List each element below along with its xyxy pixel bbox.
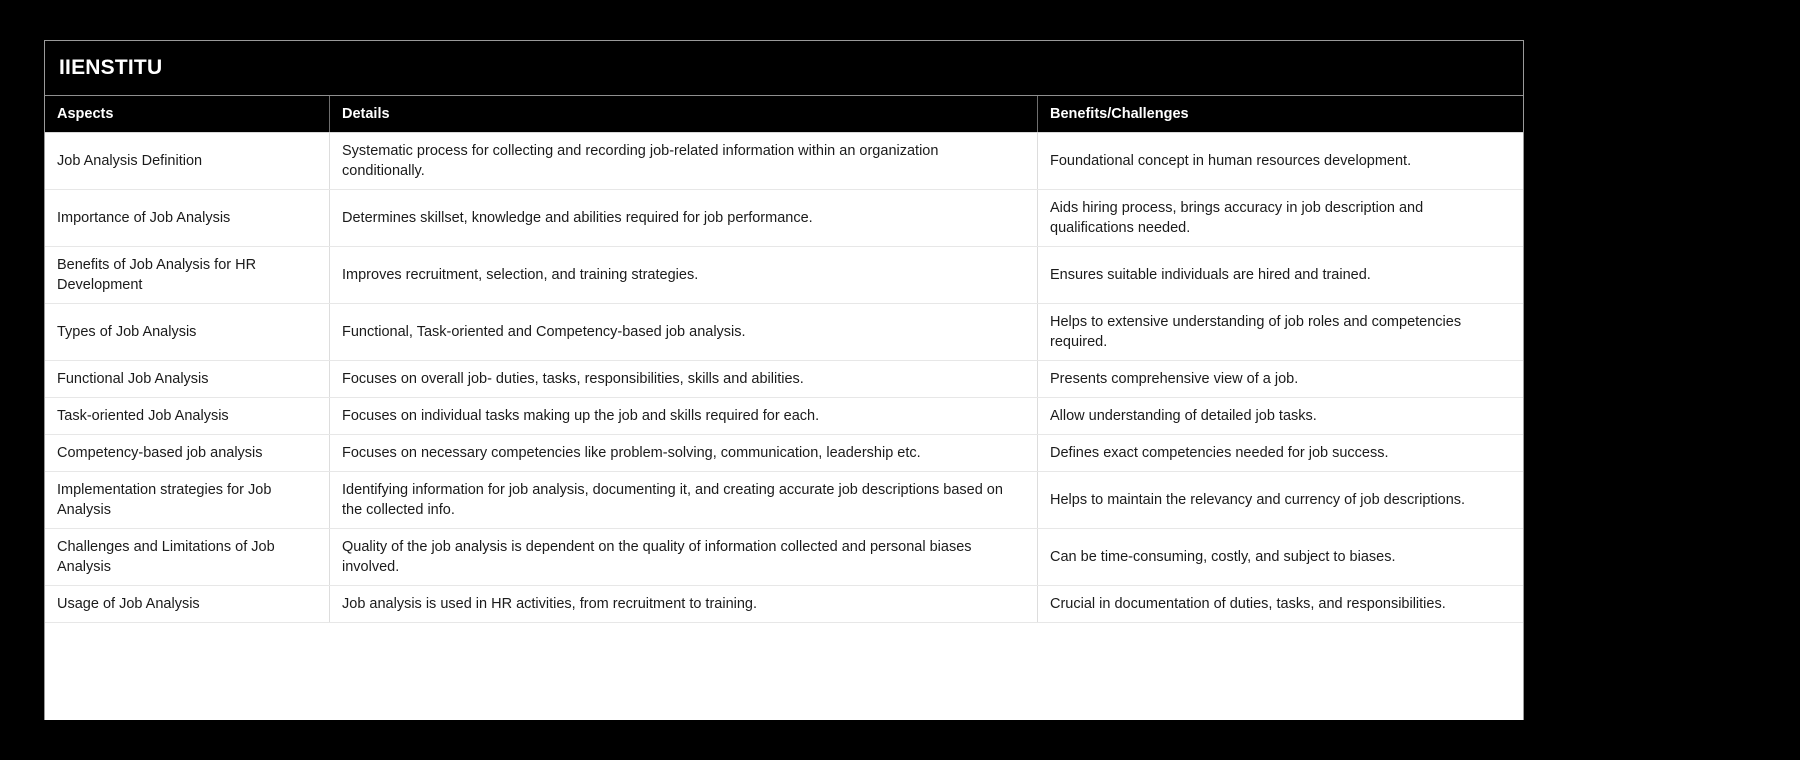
cell-details-text: Focuses on necessary competencies like problem-solving, communication, leadership etc.: [342, 445, 921, 461]
cell-benefits-text: Ensures suitable individuals are hired and trained.: [1050, 267, 1371, 283]
cell-benefits-text: Presents comprehensive view of a job.: [1050, 371, 1299, 387]
cell-aspect-text: Benefits of Job Analysis for HR Development: [57, 257, 257, 293]
cell-details: [329, 529, 1037, 585]
cell-details-text: Quality of the job analysis is dependent on the quality of information collected and personal biases involved.: [342, 539, 972, 575]
cell-aspect-text: Importance of Job Analysis: [57, 210, 231, 226]
cell-details: [329, 398, 1037, 434]
cell-aspect: [45, 190, 329, 246]
column-header-details[interactable]: [329, 96, 1037, 132]
cell-benefits-text: Defines exact competencies needed for job success.: [1050, 445, 1389, 461]
cell-details: [329, 133, 1037, 189]
column-header-aspects-label: Aspects: [57, 106, 114, 122]
cell-aspect-text: Usage of Job Analysis: [57, 596, 200, 612]
table-row: [45, 529, 1523, 586]
cell-details-text: Functional, Task-oriented and Competency-based job analysis.: [342, 324, 746, 340]
brand-header-bar: [45, 41, 1523, 96]
cell-benefits: [1037, 361, 1523, 397]
cell-benefits: [1037, 133, 1523, 189]
cell-benefits: [1037, 190, 1523, 246]
table-row: [45, 133, 1523, 190]
cell-aspect: [45, 398, 329, 434]
table-row: [45, 190, 1523, 247]
column-header-benefits-challenges[interactable]: [1037, 96, 1523, 132]
cell-details-text: Identifying information for job analysis, documenting it, and creating accurate job descriptions based on the collected info.: [342, 482, 1003, 518]
cell-details-text: Improves recruitment, selection, and training strategies.: [342, 267, 699, 283]
cell-aspect-text: Functional Job Analysis: [57, 371, 209, 387]
cell-aspect: [45, 435, 329, 471]
cell-aspect: [45, 247, 329, 303]
cell-benefits: [1037, 435, 1523, 471]
cell-details: [329, 190, 1037, 246]
cell-benefits-text: Crucial in documentation of duties, tasks, and responsibilities.: [1050, 596, 1446, 612]
cell-aspect: [45, 472, 329, 528]
brand-title: IIENSTITU: [59, 56, 163, 79]
cell-benefits: [1037, 304, 1523, 360]
cell-benefits-text: Helps to maintain the relevancy and currency of job descriptions.: [1050, 492, 1466, 508]
cell-details-text: Determines skillset, knowledge and abilities required for job performance.: [342, 210, 813, 226]
cell-benefits: [1037, 529, 1523, 585]
cell-benefits-text: Foundational concept in human resources development.: [1050, 153, 1412, 169]
cell-details-text: Focuses on individual tasks making up the job and skills required for each.: [342, 408, 820, 424]
column-header-aspects[interactable]: [45, 96, 329, 132]
cell-details-text: Job analysis is used in HR activities, from recruitment to training.: [342, 596, 758, 612]
column-header-details-label: Details: [342, 106, 390, 122]
cell-benefits-text: Can be time-consuming, costly, and subject to biases.: [1050, 549, 1396, 565]
cell-aspect: [45, 133, 329, 189]
cell-benefits-text: Allow understanding of detailed job tasks.: [1050, 408, 1317, 424]
cell-aspect-text: Job Analysis Definition: [57, 153, 203, 169]
cell-details-text: Focuses on overall job- duties, tasks, responsibilities, skills and abilities.: [342, 371, 804, 387]
cell-aspect-text: Types of Job Analysis: [57, 324, 197, 340]
column-header-benefits-challenges-label: Benefits/Challenges: [1050, 106, 1189, 122]
table-header-row: [45, 96, 1523, 133]
comparison-table-card: [44, 40, 1524, 720]
cell-benefits: [1037, 586, 1523, 622]
table-row: [45, 304, 1523, 361]
cell-details: [329, 247, 1037, 303]
cell-benefits-text: Aids hiring process, brings accuracy in job description and qualifications needed.: [1050, 200, 1424, 236]
table-row: [45, 586, 1523, 623]
cell-details: [329, 304, 1037, 360]
cell-details: [329, 586, 1037, 622]
cell-details: [329, 361, 1037, 397]
cell-aspect-text: Implementation strategies for Job Analysis: [57, 482, 272, 518]
cell-aspect-text: Task-oriented Job Analysis: [57, 408, 229, 424]
table-body: [45, 133, 1523, 623]
table-row: [45, 472, 1523, 529]
cell-aspect: [45, 361, 329, 397]
cell-benefits: [1037, 472, 1523, 528]
cell-details: [329, 472, 1037, 528]
table-row: [45, 435, 1523, 472]
cell-aspect-text: Challenges and Limitations of Job Analysis: [57, 539, 275, 575]
cell-aspect: [45, 529, 329, 585]
table-row: [45, 398, 1523, 435]
cell-benefits-text: Helps to extensive understanding of job roles and competencies required.: [1050, 314, 1462, 350]
table-row: [45, 361, 1523, 398]
cell-aspect-text: Competency-based job analysis: [57, 445, 263, 461]
cell-aspect: [45, 586, 329, 622]
cell-details: [329, 435, 1037, 471]
cell-aspect: [45, 304, 329, 360]
cell-benefits: [1037, 398, 1523, 434]
cell-benefits: [1037, 247, 1523, 303]
table-row: [45, 247, 1523, 304]
cell-details-text: Systematic process for collecting and recording job-related information within an organization conditionally.: [342, 143, 939, 179]
